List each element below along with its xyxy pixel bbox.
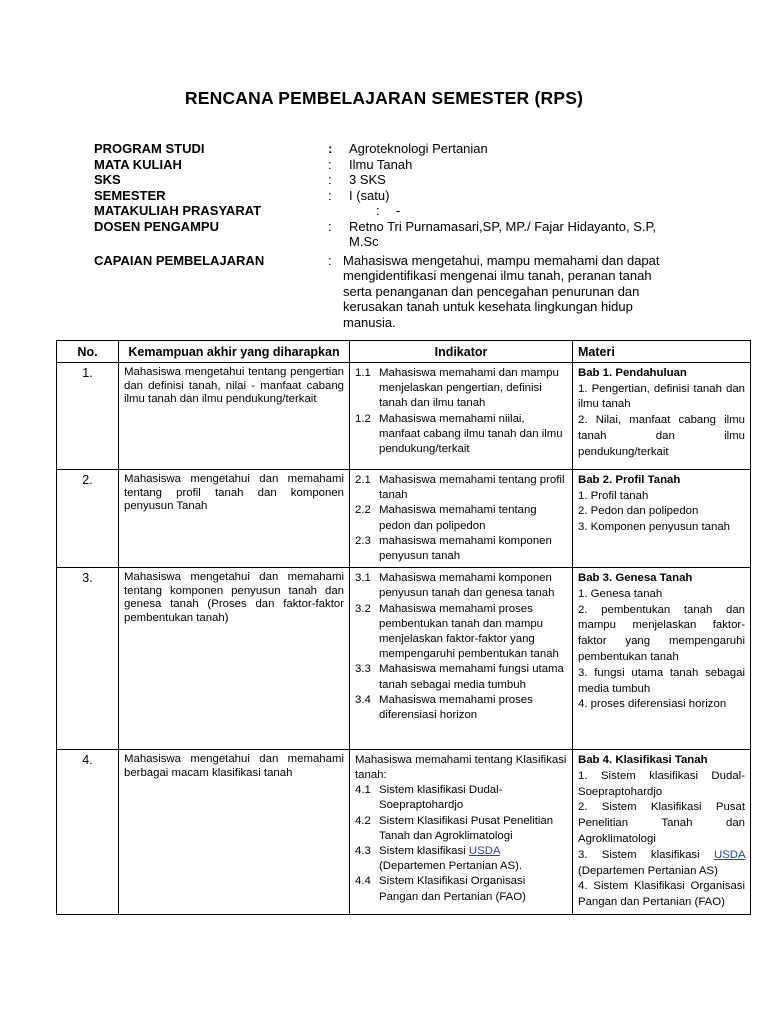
- materi-text-part: (Departemen Pertanian AS): [578, 864, 718, 877]
- indikator-text: Mahasiswa memahami proses diferensiasi horizon: [379, 693, 533, 722]
- indikator-item: [355, 571, 567, 601]
- indikator-intro: Mahasiswa memahami tentang Klasifikasi tanah:: [355, 754, 567, 782]
- materi-item: 3. fungsi utama tanah sebagai media tumbuh: [578, 666, 745, 695]
- indikator-text: mahasiswa memahami komponen penyusun tanah: [379, 534, 552, 563]
- indikator-text: Mahasiswa memahami dan mampu menjelaskan pengertian, definisi tanah dan ilmu tanah: [379, 367, 559, 410]
- indikator-item: [355, 473, 567, 503]
- materi-item: 4. proses diferensiasi horizon: [578, 698, 727, 711]
- meta-separator: :: [376, 203, 380, 218]
- meta-value: Agroteknologi Pertanian: [349, 141, 488, 156]
- indikator-item: [355, 412, 567, 458]
- meta-prasyarat: [94, 203, 694, 219]
- kemampuan-cell: Mahasiswa mengetahui tentang pengertian dan definisi tanah, nilai - manfaat cabang ilmu tanah dan ilmu pendukung/terkait: [119, 363, 350, 470]
- meta-separator: :: [328, 141, 333, 156]
- meta-label: MATAKULIAH PRASYARAT: [94, 203, 262, 218]
- row-number: 3.: [57, 568, 119, 750]
- materi-item: 4. Sistem Klasifikasi Organisasi Pangan dan Pertanian (FAO): [578, 880, 745, 909]
- meta-dosen: [94, 219, 694, 250]
- materi-title: Bab 4. Klasifikasi Tanah: [578, 754, 708, 767]
- indikator-text: Sistem klasifikasi Dudal-Soepraptohardjo: [379, 784, 503, 812]
- indikator-text: Sistem Klasifikasi Organisasi Pangan dan Pertanian (FAO): [379, 875, 526, 903]
- meta-program-studi: [94, 141, 694, 157]
- indikator-number: 3.4: [355, 693, 371, 706]
- indikator-number: 1.2: [355, 412, 371, 425]
- indikator-item: [355, 783, 567, 813]
- indikator-text: Mahasiswa memahami fungsi utama tanah sebagai media tumbuh: [379, 663, 564, 691]
- meta-mata-kuliah: [94, 157, 694, 173]
- materi-cell: [573, 470, 751, 568]
- materi-text-part: 3. Sistem klasifikasi: [578, 848, 714, 861]
- indikator-cell: [350, 750, 573, 915]
- kemampuan-cell: Mahasiswa mengetahui dan memahami berbagai macam klasifikasi tanah: [119, 750, 350, 915]
- indikator-item: [355, 662, 567, 692]
- indikator-number: 3.1: [355, 572, 371, 585]
- indikator-number: 2.2: [355, 504, 371, 517]
- materi-item: 1. Sistem klasifikasi Dudal-Soepraptohardjo: [578, 769, 745, 798]
- meta-value: Retno Tri Purnamasari,SP, MP./ Fajar Hidayanto, S.P, M.Sc: [349, 218, 657, 249]
- indikator-text: Mahasiswa memahami tentang pedon dan polipedon: [379, 504, 537, 532]
- indikator-text: Sistem Klasifikasi Pusat Penelitian Tanah dan Agroklimatologi: [379, 814, 554, 842]
- meta-label: CAPAIAN PEMBELAJARAN: [94, 252, 265, 268]
- materi-item: 1. Pengertian, definisi tanah dan ilmu tanah: [578, 382, 745, 411]
- meta-separator: :: [328, 252, 332, 268]
- materi-item: 2. Sistem Klasifikasi Pusat Penelitian Tanah dan Agroklimatologi: [578, 801, 745, 845]
- indikator-number: 3.2: [355, 602, 371, 615]
- materi-item: 3. Komponen penyusun tanah: [578, 521, 730, 534]
- materi-item: 1. Profil tanah: [578, 489, 649, 502]
- header-indikator: Indikator: [350, 341, 573, 363]
- indikator-number: 4.2: [355, 814, 371, 827]
- materi-item: 2. Nilai, manfaat cabang ilmu tanah dan ilmu pendukung/terkait: [578, 414, 745, 458]
- indikator-text-part: Sistem klasifikasi: [379, 845, 469, 858]
- meta-value: Ilmu Tanah: [349, 156, 413, 172]
- indikator-cell: [350, 470, 573, 568]
- indikator-item: [355, 366, 567, 412]
- materi-title: Bab 1. Pendahuluan: [578, 367, 687, 379]
- indikator-text: Mahasiswa memahami tentang profil tanah: [379, 474, 565, 502]
- indikator-number: 1.1: [355, 367, 371, 379]
- indikator-number: 3.3: [355, 663, 371, 676]
- meta-separator: :: [328, 187, 332, 203]
- document-title: RENCANA PEMBELAJARAN SEMESTER (RPS): [184, 88, 584, 108]
- meta-value: 3 SKS: [349, 172, 386, 187]
- meta-value: Mahasiswa mengetahui, mampu memahami dan dapat mengidentifikasi mengenai ilmu tanah, peranan tanah serta penanganan dan pencegahan penurunan dan kerusakan tanah untuk kesehata lingkungan hidup manusia.: [343, 252, 660, 330]
- indikator-item: [355, 693, 567, 723]
- indikator-number: 4.1: [355, 784, 371, 797]
- indikator-item: [355, 503, 567, 533]
- row-number: 1.: [57, 363, 119, 470]
- indikator-cell: [350, 363, 573, 470]
- indikator-item: [355, 814, 567, 844]
- indikator-text: Mahasiswa memahami komponen penyusun tanah dan genesa tanah: [379, 572, 555, 600]
- kemampuan-cell: Mahasiswa mengetahui dan memahami tentang profil tanah dan komponen penyusun Tanah: [119, 470, 350, 568]
- indikator-number: 2.1: [355, 474, 371, 486]
- meta-value: I (satu): [349, 187, 390, 203]
- materi-item: 2. pembentukan tanah dan mampu menjelaskan faktor-faktor yang mempengaruhi pembentukan tanah: [578, 603, 745, 663]
- table-header-row: [57, 341, 751, 363]
- indikator-text: [379, 844, 567, 874]
- meta-label: SEMESTER: [94, 187, 166, 203]
- indikator-text: Mahasiswa memahami proses pembentukan tanah dan mampu menjelaskan faktor-faktor yang mempengaruhi pembentukan tanah: [379, 602, 559, 661]
- indikator-number: 4.4: [355, 875, 371, 888]
- kemampuan-cell: Mahasiswa mengetahui dan memahami tentang komponen penyusun tanah dan genesa tanah (Proses dan faktor-faktor pembentukan tanah): [119, 568, 350, 750]
- table-row: [57, 363, 751, 470]
- meta-label: DOSEN PENGAMPU: [94, 218, 219, 234]
- materi-title: Bab 2. Profil Tanah: [578, 474, 681, 486]
- indikator-number: 4.3: [355, 845, 371, 858]
- table-row: [57, 750, 751, 915]
- indikator-cell: [350, 568, 573, 750]
- usda-link[interactable]: USDA: [713, 848, 745, 861]
- header-no: No.: [57, 341, 119, 363]
- materi-cell: [573, 568, 751, 750]
- meta-label: SKS: [94, 172, 121, 187]
- indikator-item: [355, 534, 567, 564]
- indikator-number: 2.3: [355, 534, 371, 547]
- indikator-item: [355, 844, 567, 874]
- header-kemampuan: Kemampuan akhir yang diharapkan: [119, 341, 350, 363]
- meta-separator: :: [328, 172, 332, 187]
- meta-semester: [94, 188, 694, 204]
- table-row: [57, 470, 751, 568]
- materi-cell: [573, 750, 751, 915]
- table-row: [57, 568, 751, 750]
- meta-separator: :: [328, 218, 332, 234]
- indikator-item: [355, 602, 567, 663]
- usda-link[interactable]: USDA: [468, 845, 500, 858]
- meta-separator: :: [328, 156, 332, 172]
- indikator-text-part: (Departemen Pertanian AS).: [379, 860, 523, 873]
- materi-title: Bab 3. Genesa Tanah: [578, 572, 693, 585]
- header-materi: Materi: [573, 341, 751, 363]
- row-number: 2.: [57, 470, 119, 568]
- rps-table: [56, 340, 751, 915]
- materi-cell: [573, 363, 751, 470]
- meta-sks: [94, 172, 694, 188]
- materi-item: [578, 848, 745, 880]
- meta-label: MATA KULIAH: [94, 156, 182, 172]
- materi-item: 2. Pedon dan polipedon: [578, 505, 699, 518]
- row-number: 4.: [57, 750, 119, 915]
- meta-value: -: [396, 203, 401, 218]
- indikator-item: [355, 874, 567, 904]
- meta-capaian: [94, 253, 694, 331]
- indikator-text: Mahasiswa memahami niilai, manfaat cabang ilmu tanah dan ilmu pendukung/terkait: [379, 412, 563, 456]
- meta-label: PROGRAM STUDI: [94, 141, 205, 156]
- course-info: [94, 141, 694, 330]
- materi-item: 1. Genesa tanah: [578, 587, 663, 600]
